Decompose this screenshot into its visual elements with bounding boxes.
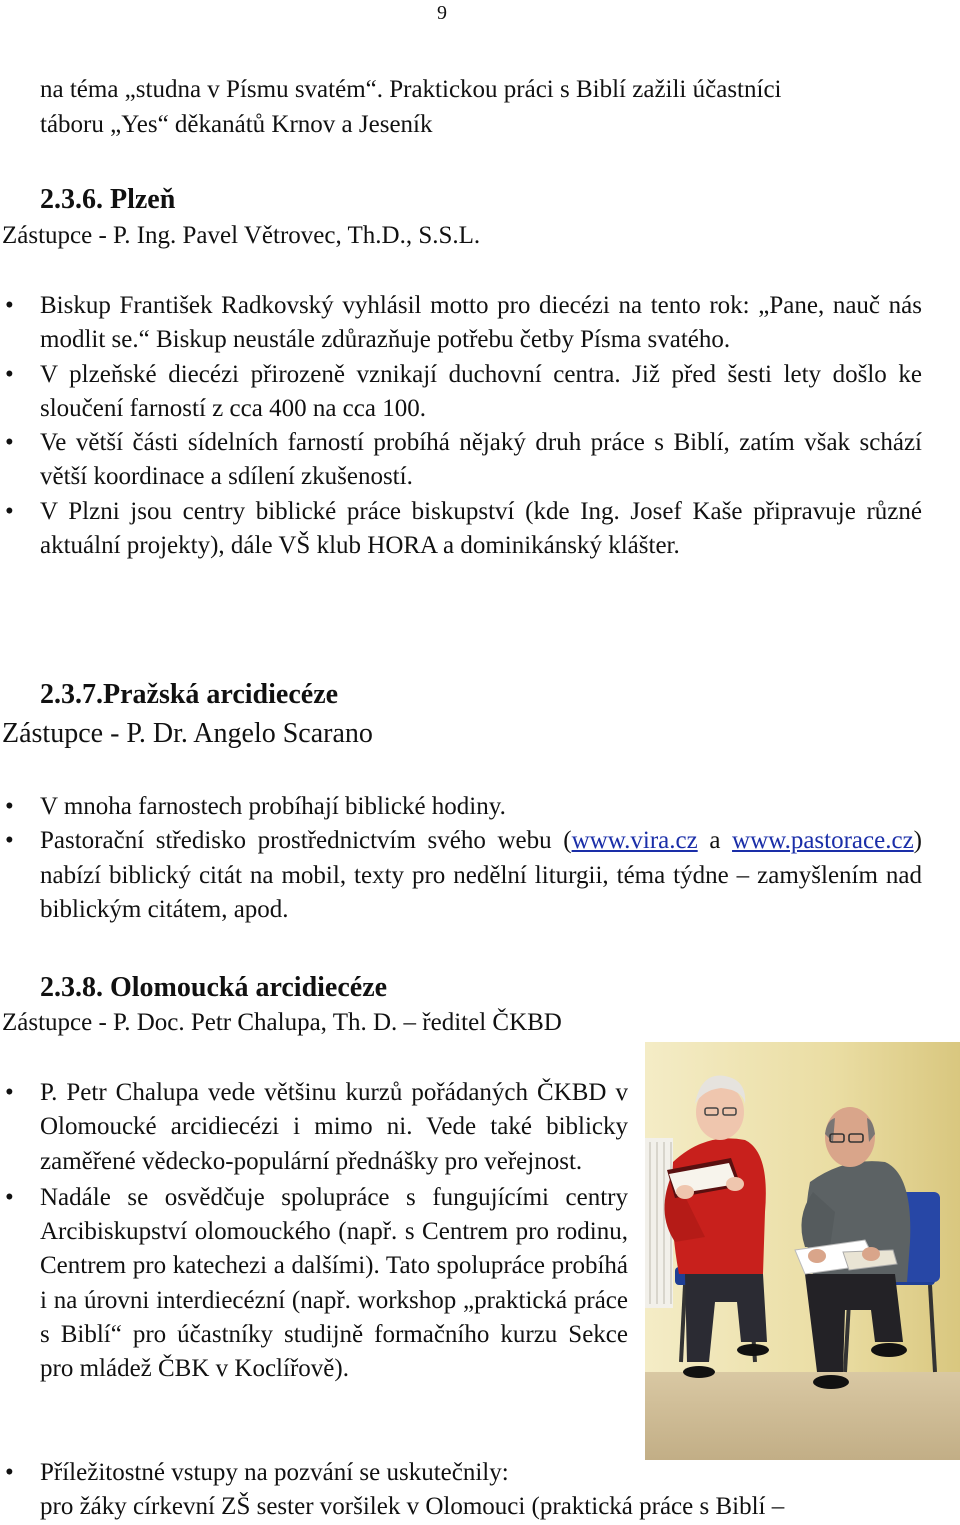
list-item: • Nadále se osvědčuje spolupráce s fungujícími centry Arcibiskupství olomouckého (např. s Centrem pro rodinu, Centrem pro katechezi a dalšími). Tato spolupráce probíhá i na úrovni interdiecézní (např. workshop „praktická práce s Biblí“ pro účastníky studijně formačního kurzu Sekce pro mládež ČBK v Koclířově). bbox=[40, 1181, 628, 1387]
representative-praha: Zástupce - P. Dr. Angelo Scarano bbox=[2, 718, 373, 749]
bullet-list-olomouc bbox=[40, 1076, 628, 1387]
section-heading-praha: 2.3.7.Pražská arcidiecéze bbox=[40, 679, 339, 710]
representative-olomouc: Zástupce - P. Doc. Petr Chalupa, Th. D. – ředitel ČKBD bbox=[2, 1009, 562, 1036]
list-item: • V plzeňské diecézi přirozeně vznikají duchovní centra. Již před šesti lety došlo ke sloučení farností z cca 400 na cca 100. bbox=[40, 358, 922, 427]
list-item: • V mnoha farnostech probíhají biblické hodiny. bbox=[40, 790, 922, 824]
web-text-before: Pastorační středisko prostřednictvím svého webu ( bbox=[40, 827, 572, 855]
section-heading-olomouc: 2.3.8. Olomoucká arcidiecéze bbox=[40, 972, 388, 1003]
list-item: • Biskup František Radkovský vyhlásil motto pro diecézi na tento rok: „Pane, nauč nás modlit se.“ Biskup neustále zdůrazňuje potřebu četby Písma svatého. bbox=[40, 289, 922, 358]
continuation-line: pro žáky církevní ZŠ sester voršilek v Olomouci (praktická práce s Biblí – bbox=[40, 1493, 785, 1520]
link-vira[interactable]: www.vira.cz bbox=[571, 827, 698, 855]
bullet-list-praha bbox=[40, 790, 922, 927]
intro-line-1: na téma „studna v Písmu svatém“. Praktickou práci s Biblí zažili účastníci bbox=[40, 76, 782, 103]
web-text-middle: a bbox=[697, 827, 733, 855]
intro-paragraph bbox=[40, 73, 922, 142]
list-item bbox=[40, 824, 922, 927]
list-item: • P. Petr Chalupa vede většinu kurzů pořádaných ČKBD v Olomoucké arcidiecézi i mimo ni. Vede také biblicky zaměřené vědecko-populární přednášky pro veřejnost. bbox=[40, 1076, 628, 1179]
list-item: • Ve větší části sídelních farností probíhá nějaký druh práce s Biblí, zatím však schází větší koordinace a sdílení zkušeností. bbox=[40, 426, 922, 495]
list-item: • V Plzni jsou centry biblické práce biskupství (kde Ing. Josef Kaše připravuje různé aktuální projekty), dále VŠ klub HORA a dominikánský klášter. bbox=[40, 495, 922, 564]
photo-illustration bbox=[645, 1042, 960, 1460]
bullet-list-olomouc-continued bbox=[40, 1456, 628, 1490]
web-text-after: ) nabízí biblický citát na mobil, texty pro nedělní liturgii, téma týdne – zamyšlením nad biblickým citátem, apod. bbox=[40, 827, 922, 923]
photo-bible-reading bbox=[645, 1042, 960, 1460]
list-item: • Příležitostné vstupy na pozvání se uskutečnily: bbox=[40, 1456, 628, 1490]
page-number: 9 bbox=[437, 2, 447, 24]
section-heading-plzen: 2.3.6. Plzeň bbox=[40, 184, 176, 215]
intro-line-2: táboru „Yes“ děkanátů Krnov a Jeseník bbox=[40, 110, 433, 138]
bullet-list-plzen bbox=[40, 289, 922, 563]
representative-plzen: Zástupce - P. Ing. Pavel Větrovec, Th.D., S.S.L. bbox=[2, 222, 481, 249]
link-pastorace[interactable]: www.pastorace.cz bbox=[732, 827, 914, 855]
